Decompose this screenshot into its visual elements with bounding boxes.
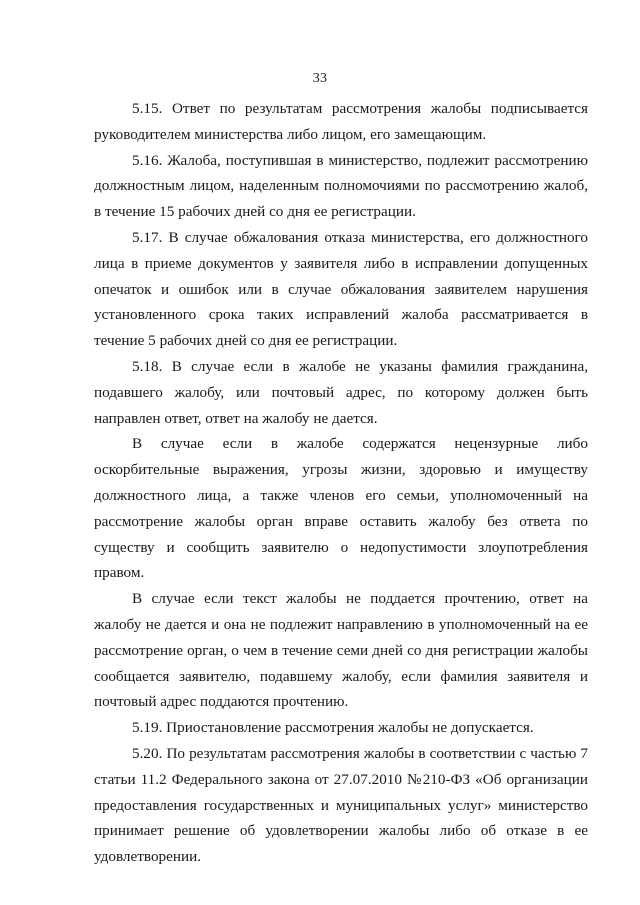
paragraph-5-20: 5.20. По результатам рассмотрения жалобы в соответствии с частью 7 статьи 11.2 Федерального закона от 27.07.2010 №210-ФЗ «Об организации предоставления государственных и муниципальных услуг» министерство принимает решение об удовлетворении жалобы либо об отказе в ее удовлетворении. bbox=[94, 744, 588, 866]
page-number: 33 bbox=[312, 71, 328, 86]
document-body bbox=[94, 96, 588, 870]
paragraph-5-19: 5.19. Приостановление рассмотрения жалобы не допускается. bbox=[132, 719, 534, 737]
paragraph-5-17: 5.17. В случае обжалования отказа министерства, его должностного лица в приеме документов у заявителя либо в исправлении допущенных опечаток и ошибок или в случае обжалования заявителем нарушения установленного срока таких исправлений жалоба рассматривается в течение 5 рабочих дней со дня ее регистрации. bbox=[94, 228, 588, 350]
paragraph-5-16: 5.16. Жалоба, поступившая в министерство, подлежит рассмотрению должностным лицом, наделенным полномочиями по рассмотрению жалоб, в течение 15 рабочих дней со дня ее регистрации. bbox=[94, 151, 588, 221]
paragraph-unreadable-text: В случае если текст жалобы не поддается прочтению, ответ на жалобу не дается и она не подлежит направлению в уполномоченный на ее рассмотрение орган, о чем в течение семи дней со дня регистрации жалобы сообщается заявителю, подавшему жалобу, если фамилия заявителя и почтовый адрес поддаются прочтению. bbox=[94, 590, 588, 711]
paragraph-5-15: 5.15. Ответ по результатам рассмотрения жалобы подписывается руководителем министерства либо лицом, его замещающим. bbox=[94, 100, 588, 143]
paragraph-5-18: 5.18. В случае если в жалобе не указаны фамилия гражданина, подавшего жалобу, или почтовый адрес, по которому должен быть направлен ответ, ответ на жалобу не дается. bbox=[94, 357, 588, 427]
paragraph-offensive-content: В случае если в жалобе содержатся нецензурные либо оскорбительные выражения, угрозы жизни, здоровью и имуществу должностного лица, а также членов его семьи, уполномоченный на рассмотрение жалобы орган вправе оставить жалобу без ответа по существу и сообщить заявителю о недопустимости злоупотребления правом. bbox=[94, 435, 588, 582]
